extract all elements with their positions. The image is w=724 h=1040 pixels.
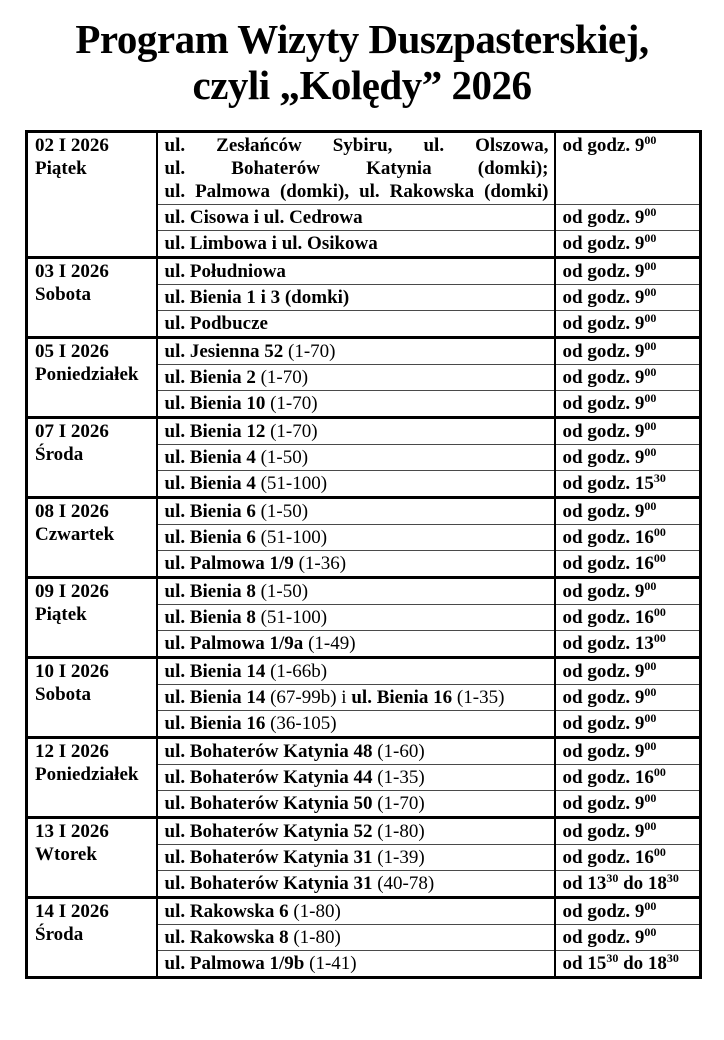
street-range-text: (1-50): [260, 581, 309, 602]
date-text: 02 I 2026: [35, 135, 109, 156]
time-cell: [555, 231, 701, 258]
street-name-text: ul. Bienia 6: [164, 527, 261, 548]
street-cell: [157, 791, 555, 818]
weekday-text: Czwartek: [35, 524, 115, 545]
time-text: od godz. 16: [562, 607, 654, 628]
street-name-text: ul. Bohaterów Katynia 48: [164, 741, 378, 762]
schedule-table: [25, 130, 702, 979]
street-name-text: ul. Cisowa i ul. Cedrowa: [164, 207, 363, 228]
time-text: od godz. 9: [562, 135, 645, 156]
time-cell: [555, 845, 701, 871]
time-cell: [555, 285, 701, 311]
street-name-text: ul. Rakowska 6: [164, 901, 294, 922]
street-cell: [157, 951, 555, 978]
street-name-text: ul. Palmowa 1/9: [164, 553, 299, 574]
time-text: od godz. 9: [562, 901, 645, 922]
time-cell: [555, 132, 701, 205]
street-cell: [157, 738, 555, 765]
time-cell: [555, 791, 701, 818]
street-name-text: ul. Bohaterów Katynia 44: [164, 767, 378, 788]
time-cell: [555, 871, 701, 898]
street-cell: [157, 765, 555, 791]
street-cell: [157, 578, 555, 605]
time-cell: [555, 765, 701, 791]
time-superscript: 30: [666, 871, 679, 885]
time-cell: [555, 578, 701, 605]
street-range-text: (40-78): [377, 873, 435, 894]
street-cell: [157, 365, 555, 391]
time-text: od godz. 9: [562, 501, 645, 522]
schedule-table-body: [27, 132, 701, 978]
weekday-text: Środa: [35, 924, 84, 945]
time-superscript: 00: [644, 445, 657, 459]
street-range-text: (1-50): [260, 501, 309, 522]
time-superscript: 00: [653, 845, 666, 859]
time-superscript: 00: [644, 311, 657, 325]
street-range-text: (36-105): [270, 713, 337, 734]
time-superscript: 00: [644, 499, 657, 513]
date-cell: [27, 898, 157, 978]
street-cell: [157, 711, 555, 738]
time-cell: [555, 951, 701, 978]
time-cell: [555, 525, 701, 551]
time-superscript: 00: [644, 711, 657, 725]
street-range-text: (1-35): [456, 687, 505, 708]
weekday-text: Piątek: [35, 604, 87, 625]
table-row: [27, 338, 701, 365]
street-range-text: (1-70): [260, 367, 309, 388]
time-superscript: 00: [653, 525, 666, 539]
time-cell: [555, 498, 701, 525]
date-cell: [27, 658, 157, 738]
time-superscript: 00: [644, 925, 657, 939]
table-row: [27, 132, 701, 205]
date-cell: [27, 258, 157, 338]
street-cell: [157, 311, 555, 338]
time-text: od godz. 9: [562, 367, 645, 388]
time-text: do 18: [618, 953, 667, 974]
street-cell: [157, 231, 555, 258]
street-name-text: ul. Bohaterów Katynia (domki);: [164, 158, 549, 179]
street-range-text: (1-60): [377, 741, 425, 762]
time-text: od godz. 13: [562, 633, 654, 654]
weekday-text: Poniedziałek: [35, 364, 139, 385]
weekday-text: Wtorek: [35, 844, 97, 865]
time-text: od 15: [562, 953, 607, 974]
street-range-text: (51-100): [260, 527, 328, 548]
time-cell: [555, 711, 701, 738]
street-cell: [157, 258, 555, 285]
street-name-text: ul. Jesienna 52: [164, 341, 289, 362]
street-name-text: ul. Bienia 6: [164, 501, 261, 522]
street-cell: [157, 445, 555, 471]
street-range-text: (1-36): [298, 553, 347, 574]
time-cell: [555, 605, 701, 631]
street-cell: [157, 338, 555, 365]
time-cell: [555, 631, 701, 658]
street-name-text: ul. Palmowa 1/9a: [164, 633, 309, 654]
time-text: od godz. 9: [562, 713, 645, 734]
time-cell: [555, 658, 701, 685]
street-cell: [157, 685, 555, 711]
time-text: od godz. 9: [562, 287, 645, 308]
date-text: 14 I 2026: [35, 901, 109, 922]
time-cell: [555, 338, 701, 365]
date-cell: [27, 738, 157, 818]
time-superscript: 30: [606, 951, 619, 965]
street-name-text: ul. Bienia 8: [164, 607, 261, 628]
street-cell: [157, 818, 555, 845]
time-cell: [555, 551, 701, 578]
street-cell: [157, 605, 555, 631]
weekday-text: Sobota: [35, 284, 91, 305]
time-superscript: 00: [644, 285, 657, 299]
street-cell: [157, 631, 555, 658]
time-superscript: 00: [644, 259, 657, 273]
street-range-text: (1-50): [260, 447, 309, 468]
time-text: od godz. 9: [562, 581, 645, 602]
date-text: 03 I 2026: [35, 261, 109, 282]
time-cell: [555, 391, 701, 418]
street-cell: [157, 658, 555, 685]
table-row: [27, 418, 701, 445]
page-title-line-1: Program Wizyty Duszpasterskiej,: [75, 16, 649, 62]
street-cell: [157, 418, 555, 445]
street-range-text: (1-41): [309, 953, 357, 974]
time-superscript: 00: [644, 791, 657, 805]
time-text: od godz. 9: [562, 313, 645, 334]
time-cell: [555, 258, 701, 285]
page-title-line-2: czyli „Kolędy” 2026: [192, 62, 532, 108]
time-superscript: 00: [653, 605, 666, 619]
time-superscript: 00: [644, 819, 657, 833]
time-superscript: 30: [653, 471, 666, 485]
street-name-text: ul. Zesłańców Sybiru, ul. Olszowa,: [164, 135, 549, 156]
table-row: [27, 738, 701, 765]
street-cell: [157, 498, 555, 525]
street-range-text: (1-39): [377, 847, 425, 868]
street-name-text: ul. Bienia 12: [164, 421, 271, 442]
time-text: od godz. 9: [562, 793, 645, 814]
time-superscript: 00: [653, 551, 666, 565]
street-name-text: ul. Bohaterów Katynia 52: [164, 821, 378, 842]
street-range-text: (1-70): [270, 421, 318, 442]
time-cell: [555, 898, 701, 925]
street-range-text: (1-80): [377, 821, 425, 842]
street-name-text: ul. Południowa: [164, 261, 286, 282]
time-superscript: 30: [606, 871, 619, 885]
time-text: od godz. 9: [562, 927, 645, 948]
time-text: od godz. 15: [562, 473, 654, 494]
street-cell: [157, 551, 555, 578]
weekday-text: Piątek: [35, 158, 87, 179]
time-superscript: 00: [644, 685, 657, 699]
date-text: 10 I 2026: [35, 661, 109, 682]
time-superscript: 00: [653, 765, 666, 779]
street-name-text: ul. Bienia 14: [164, 661, 271, 682]
time-cell: [555, 418, 701, 445]
time-text: od godz. 9: [562, 447, 645, 468]
time-cell: [555, 685, 701, 711]
date-cell: [27, 818, 157, 898]
street-range-text: (67-99b) i: [270, 687, 352, 708]
time-text: od godz. 9: [562, 421, 645, 442]
time-superscript: 00: [644, 133, 657, 147]
page-title: [0, 16, 724, 108]
time-text: od godz. 9: [562, 821, 645, 842]
street-name-text: ul. Bienia 14: [164, 687, 271, 708]
street-range-text: (1-35): [377, 767, 425, 788]
weekday-text: Środa: [35, 444, 84, 465]
time-text: od 13: [562, 873, 607, 894]
time-cell: [555, 445, 701, 471]
time-superscript: 00: [644, 659, 657, 673]
document-page: [0, 16, 724, 1040]
time-superscript: 00: [644, 739, 657, 753]
weekday-text: Poniedziałek: [35, 764, 139, 785]
street-name-text: ul. Bienia 16: [351, 687, 457, 708]
street-name-text: ul. Bohaterów Katynia 31: [164, 873, 378, 894]
street-range-text: (1-80): [293, 901, 341, 922]
time-superscript: 00: [644, 579, 657, 593]
street-name-text: ul. Bohaterów Katynia 50: [164, 793, 378, 814]
time-text: od godz. 16: [562, 527, 654, 548]
time-cell: [555, 365, 701, 391]
time-cell: [555, 738, 701, 765]
street-name-text: ul. Palmowa 1/9b: [164, 953, 310, 974]
street-cell: [157, 132, 555, 205]
date-cell: [27, 132, 157, 258]
street-cell: [157, 898, 555, 925]
date-text: 13 I 2026: [35, 821, 109, 842]
time-text: od godz. 16: [562, 767, 654, 788]
street-cell: [157, 845, 555, 871]
street-name-text: ul. Palmowa (domki), ul. Rakowska (domki): [164, 181, 549, 202]
time-text: do 18: [618, 873, 667, 894]
street-name-text: ul. Bienia 4: [164, 473, 261, 494]
table-row: [27, 658, 701, 685]
time-text: od godz. 9: [562, 233, 645, 254]
street-range-text: (51-100): [260, 607, 328, 628]
date-text: 08 I 2026: [35, 501, 109, 522]
time-cell: [555, 925, 701, 951]
date-cell: [27, 578, 157, 658]
date-text: 07 I 2026: [35, 421, 109, 442]
time-cell: [555, 205, 701, 231]
street-cell: [157, 525, 555, 551]
time-superscript: 00: [644, 899, 657, 913]
date-text: 09 I 2026: [35, 581, 109, 602]
street-name-text: ul. Bienia 10: [164, 393, 271, 414]
time-cell: [555, 818, 701, 845]
street-range-text: (1-70): [288, 341, 336, 362]
street-name-text: ul. Limbowa i ul. Osikowa: [164, 233, 378, 254]
street-cell: [157, 925, 555, 951]
street-range-text: (1-66b): [270, 661, 328, 682]
time-text: od godz. 16: [562, 553, 654, 574]
street-range-text: (1-80): [293, 927, 341, 948]
time-superscript: 00: [644, 419, 657, 433]
time-superscript: 00: [644, 231, 657, 245]
time-text: od godz. 9: [562, 341, 645, 362]
time-superscript: 00: [644, 391, 657, 405]
street-name-text: ul. Bienia 8: [164, 581, 261, 602]
table-row: [27, 498, 701, 525]
table-row: [27, 578, 701, 605]
table-row: [27, 898, 701, 925]
time-cell: [555, 471, 701, 498]
table-row: [27, 818, 701, 845]
time-text: od godz. 9: [562, 741, 645, 762]
street-range-text: (1-49): [308, 633, 356, 654]
time-text: od godz. 9: [562, 393, 645, 414]
weekday-text: Sobota: [35, 684, 91, 705]
date-cell: [27, 338, 157, 418]
time-text: od godz. 9: [562, 207, 645, 228]
street-range-text: (1-70): [377, 793, 425, 814]
time-text: od godz. 9: [562, 261, 645, 282]
time-text: od godz. 16: [562, 847, 654, 868]
date-cell: [27, 498, 157, 578]
street-name-text: ul. Bienia 4: [164, 447, 261, 468]
time-superscript: 00: [653, 631, 666, 645]
street-name-text: ul. Rakowska 8: [164, 927, 294, 948]
street-cell: [157, 205, 555, 231]
street-name-text: ul. Bienia 2: [164, 367, 261, 388]
street-cell: [157, 871, 555, 898]
time-text: od godz. 9: [562, 687, 645, 708]
street-range-text: (51-100): [260, 473, 328, 494]
street-name-text: ul. Bienia 16: [164, 713, 271, 734]
time-superscript: 30: [666, 951, 679, 965]
street-name-text: ul. Podbucze: [164, 313, 268, 334]
street-name-text: ul. Bienia 1 i 3 (domki): [164, 287, 350, 308]
street-range-text: (1-70): [270, 393, 318, 414]
date-cell: [27, 418, 157, 498]
street-cell: [157, 285, 555, 311]
table-row: [27, 258, 701, 285]
date-text: 05 I 2026: [35, 341, 109, 362]
time-superscript: 00: [644, 339, 657, 353]
time-cell: [555, 311, 701, 338]
date-text: 12 I 2026: [35, 741, 109, 762]
time-superscript: 00: [644, 205, 657, 219]
street-cell: [157, 391, 555, 418]
time-text: od godz. 9: [562, 661, 645, 682]
street-name-text: ul. Bohaterów Katynia 31: [164, 847, 378, 868]
time-superscript: 00: [644, 365, 657, 379]
street-cell: [157, 471, 555, 498]
